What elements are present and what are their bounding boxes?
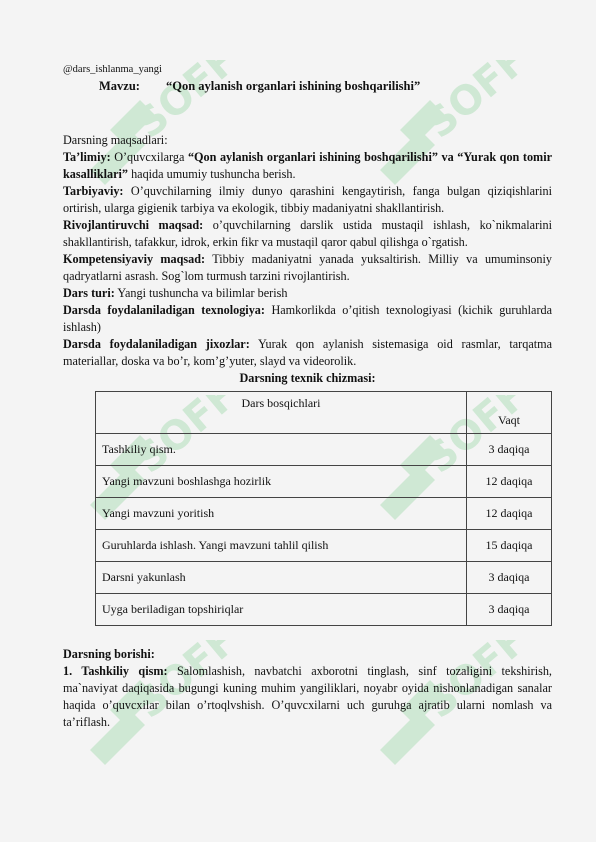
column-header-stages: Dars bosqichlari bbox=[96, 392, 467, 434]
goal-komp-text: Tibbiy madaniyatni yanada yuksaltirish. Milliy va umuminsoniy qadryatlarni asrash. Sog`lom turmush tarzini rivojlantirish. bbox=[63, 252, 552, 283]
watermark-text: SOFF bbox=[126, 640, 230, 728]
lesson-equipment bbox=[63, 336, 552, 370]
table-row bbox=[96, 498, 552, 530]
time-cell: 12 daqiqa bbox=[467, 466, 552, 498]
progress-step-1 bbox=[63, 663, 552, 731]
column-header-time: Vaqt bbox=[467, 392, 552, 434]
watermark-text: SOFF bbox=[126, 60, 230, 148]
goal-tarbiyaviy-label: Tarbiyaviy: bbox=[63, 184, 124, 198]
topic-title: “Qon aylanish organlari ishining boshqarilishi” bbox=[165, 79, 421, 93]
document-body bbox=[63, 63, 552, 731]
stage-cell: Yangi mavzuni boshlashga hozirlik bbox=[96, 466, 467, 498]
goal-talimiy bbox=[63, 149, 552, 183]
stage-cell: Darsni yakunlash bbox=[96, 562, 467, 594]
schema-table bbox=[95, 391, 552, 626]
table-row bbox=[96, 434, 552, 466]
goal-talimiy-post: haqida umumiy tushuncha berish. bbox=[128, 167, 296, 181]
watermark-text: SOFF bbox=[416, 60, 520, 148]
technology-text: Hamkorlikda o’qitish texnologiyasi (kichik guruhlarda ishlash) bbox=[63, 303, 553, 334]
topic-label: Mavzu: bbox=[99, 79, 140, 93]
channel-handle: @dars_ishlanma_yangi bbox=[63, 64, 162, 75]
stage-cell: Yangi mavzuni yoritish bbox=[96, 498, 467, 530]
table-row bbox=[96, 466, 552, 498]
stage-cell: Guruhlarda ishlash. Yangi mavzuni tahlil qilish bbox=[96, 530, 467, 562]
watermark-text: SOFF bbox=[416, 395, 520, 483]
goal-talimiy-topics: “Qon aylanish organlari ishining boshqarilishi” va “Yurak qon tomir kasalliklari” bbox=[63, 150, 552, 181]
lesson-type bbox=[63, 285, 552, 302]
time-cell: 3 daqiqa bbox=[467, 562, 552, 594]
topic-line bbox=[99, 78, 552, 94]
table-row bbox=[96, 562, 552, 594]
table-row bbox=[96, 594, 552, 626]
goal-talimiy-pre: O’quvcxilarga bbox=[110, 150, 188, 164]
lesson-type-label: Dars turi: bbox=[63, 286, 115, 300]
time-cell: 3 daqiqa bbox=[467, 434, 552, 466]
equipment-label: Darsda foydalaniladigan jixozlar: bbox=[63, 337, 250, 351]
time-cell: 12 daqiqa bbox=[467, 498, 552, 530]
progress-heading: Darsning borishi: bbox=[63, 647, 155, 661]
goal-komp-label: Kompetensiyaviy maqsad: bbox=[63, 252, 206, 266]
goal-tarbiyaviy-text: O’quvchilarning ilmiy dunyo qarashini kengaytirish, fanga bulgan qiziqishlarini ortirish, ularga gigienik tarbiya va ekologik, tibbiy madaniyatni shakllantirish. bbox=[63, 184, 552, 215]
step1-text: Salomlashish, navbatchi axborotni tinglash, sinf tozaligini tekshirish, ma`naviyat daqiqasida bugungi kuning muhim yangiliklari, noyabr oyida nishonlanadigan sanalar haqida o’quvcxilar bilan o’rtoqlvshish. O’quvcxilarni uch guruhga ajratib ularni nomlash va ta’riflash. bbox=[63, 664, 552, 729]
schema-title: Darsning texnik chizmasi: bbox=[239, 371, 376, 385]
watermark-text: SOFF bbox=[126, 395, 230, 483]
equipment-text: Yurak qon aylanish sistemasiga oid rasmlar, tarqatma materiallar, doska va bo’r, kom’g’yuter, slayd va videorolik. bbox=[63, 337, 553, 368]
time-cell: 15 daqiqa bbox=[467, 530, 552, 562]
goals-heading: Darsning maqsadlari: bbox=[63, 133, 168, 147]
lesson-type-text: Yangi tushuncha va bilimlar berish bbox=[114, 286, 288, 300]
time-cell: 3 daqiqa bbox=[467, 594, 552, 626]
goal-rivoj-text: o’quvchilarning darslik ustida mustaqil ishlash, ko`nikmalarini shakllantirish, tafakkur, idrok, erkin fikr va mustaqil qaror qabul qilishga o`rgatish. bbox=[63, 218, 552, 249]
step1-label: 1. Tashkiliy qism: bbox=[63, 664, 168, 678]
technology-label: Darsda foydalaniladigan texnologiya: bbox=[63, 303, 265, 317]
goal-rivojlantiruvchi bbox=[63, 217, 552, 251]
stage-cell: Tashkiliy qism. bbox=[96, 434, 467, 466]
goal-talimiy-label: Ta’limiy: bbox=[63, 150, 111, 164]
watermark-text: SOFF bbox=[416, 640, 520, 728]
stage-cell: Uyga beriladigan topshiriqlar bbox=[96, 594, 467, 626]
goal-kompetensiyaviy bbox=[63, 251, 552, 285]
table-header-row bbox=[96, 392, 552, 434]
lesson-technology bbox=[63, 302, 552, 336]
goal-tarbiyaviy bbox=[63, 183, 552, 217]
goal-rivoj-label: Rivojlantiruvchi maqsad: bbox=[63, 218, 204, 232]
table-row bbox=[96, 530, 552, 562]
